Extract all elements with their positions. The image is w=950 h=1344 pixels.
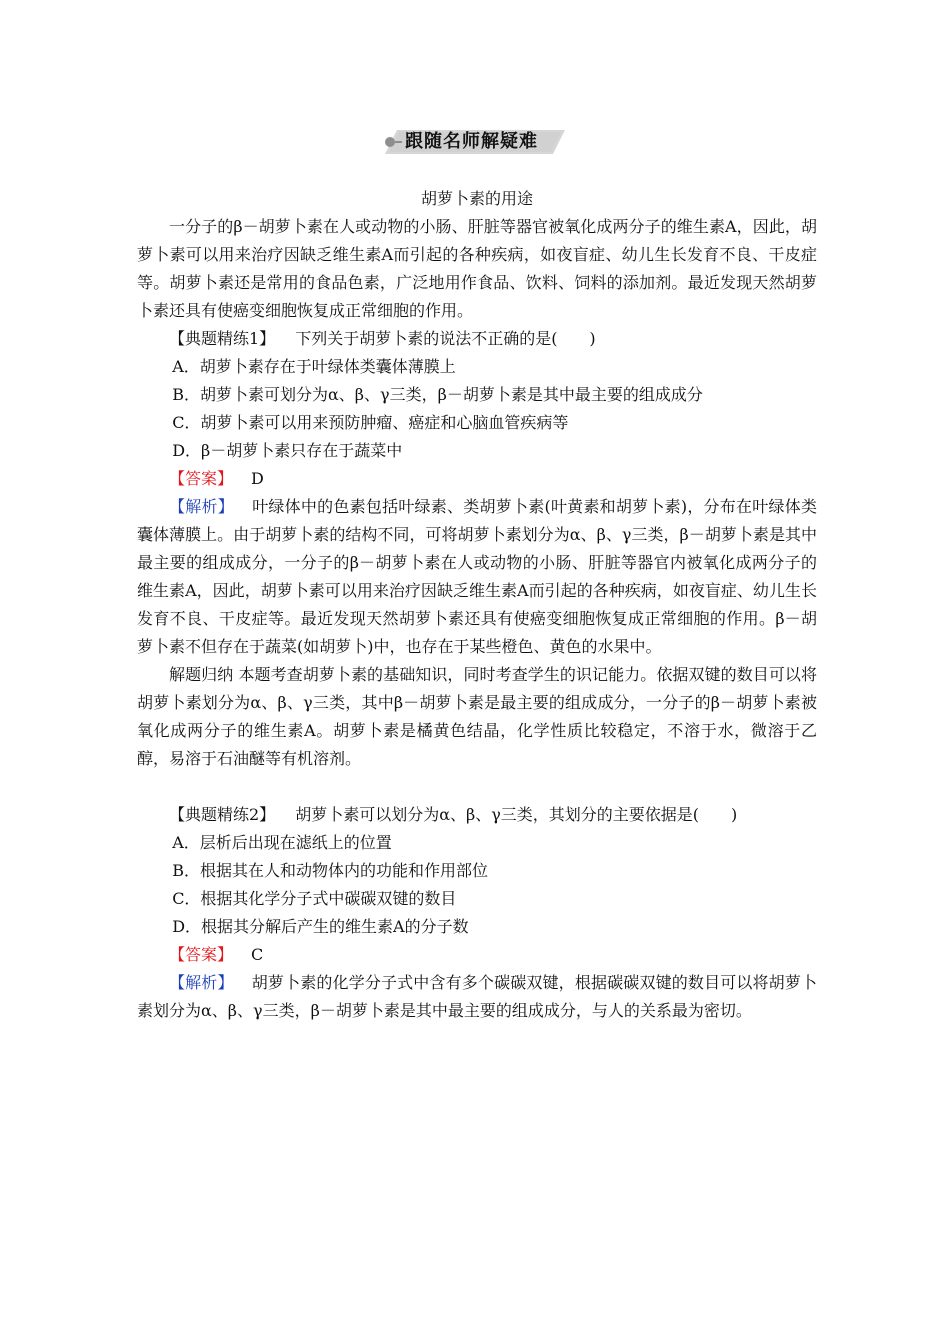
spacer [137, 773, 817, 801]
question-2-option-b: B．根据其在人和动物体内的功能和作用部位 [172, 861, 488, 880]
answer-label: 【答案】 [169, 469, 234, 488]
question-1-stem-line [137, 325, 817, 353]
question-1-option-b: B．胡萝卜素可划分为α、β、γ三类，β－胡萝卜素是其中最主要的组成成分 [172, 385, 703, 404]
section-banner [383, 128, 565, 156]
question-2-option-d: D．根据其分解后产生的维生素A的分子数 [172, 917, 469, 936]
question-2-label: 【典题精练2】 [169, 805, 276, 824]
question-1-analysis [137, 493, 817, 661]
analysis-label: 【解析】 [169, 497, 234, 516]
question-1-label: 【典题精练1】 [169, 329, 276, 348]
answer-label: 【答案】 [169, 945, 234, 964]
question-2-stem: 胡萝卜素可以划分为α、β、γ三类，其划分的主要依据是( ) [295, 805, 738, 824]
question-1-stem: 下列关于胡萝卜素的说法不正确的是( ) [295, 329, 596, 348]
main-content [137, 185, 817, 1025]
question-1-option-c: C．胡萝卜素可以用来预防肿瘤、癌症和心脑血管疾病等 [172, 413, 569, 432]
question-2-option-a: A．层析后出现在滤纸上的位置 [172, 833, 392, 852]
banner-title: 跟随名师解疑难 [405, 131, 538, 152]
question-1-answer-line [137, 465, 817, 493]
question-1-summary [137, 661, 817, 773]
question-2-answer: C [251, 945, 264, 964]
question-2-stem-line [137, 801, 817, 829]
question-2-analysis [137, 969, 817, 1025]
question-2-option-c: C．根据其化学分子式中碳碳双键的数目 [172, 889, 457, 908]
question-2-analysis-text: 胡萝卜素的化学分子式中含有多个碳碳双键，根据碳碳双键的数目可以将胡萝卜素划分为α、β、γ三类，β－胡萝卜素是其中最主要的组成成分，与人的关系最为密切。 [137, 973, 817, 1020]
question-1-summary-text: 本题考查胡萝卜素的基础知识，同时考查学生的识记能力。依据双键的数目可以将胡萝卜素划分为α、β、γ三类，其中β－胡萝卜素是最主要的组成成分，一分子的β－胡萝卜素被氧化成两分子的维生素A。胡萝卜素是橘黄色结晶，化学性质比较稳定，不溶于水，微溶于乙醇，易溶于石油醚等有机溶剂。 [137, 665, 817, 768]
summary-label: 解题归纳 [169, 665, 234, 684]
question-1-answer: D [251, 469, 264, 488]
section-intro: 一分子的β－胡萝卜素在人或动物的小肠、肝脏等器官被氧化成两分子的维生素A，因此，胡萝卜素可以用来治疗因缺乏维生素A而引起的各种疾病，如夜盲症、幼儿生长发育不良、干皮症等。胡萝卜素还是常用的食品色素，广泛地用作食品、饮料、饲料的添加剂。最近发现天然胡萝卜素还具有使癌变细胞恢复成正常细胞的作用。 [137, 217, 817, 320]
question-1-analysis-text: 叶绿体中的色素包括叶绿素、类胡萝卜素(叶黄素和胡萝卜素)，分布在叶绿体类囊体薄膜上。由于胡萝卜素的结构不同，可将胡萝卜素划分为α、β、γ三类，β－胡萝卜素是其中最主要的组成成分，一分子的β－胡萝卜素在人或动物的小肠、肝脏等器官内被氧化成两分子的维生素A，因此，胡萝卜素可以用来治疗因缺乏维生素A而引起的各种疾病，如夜盲症、幼儿生长发育不良、干皮症等。最近发现天然胡萝卜素还具有使癌变细胞恢复成正常细胞的作用。β－胡萝卜素不但存在于蔬菜(如胡萝卜)中，也存在于某些橙色、黄色的水果中。 [137, 497, 817, 656]
question-1-option-d: D．β－胡萝卜素只存在于蔬菜中 [172, 441, 403, 460]
section-title: 胡萝卜素的用途 [420, 189, 533, 208]
question-1-option-a: A．胡萝卜素存在于叶绿体类囊体薄膜上 [172, 357, 456, 376]
question-2-answer-line [137, 941, 817, 969]
analysis-label: 【解析】 [169, 973, 234, 992]
